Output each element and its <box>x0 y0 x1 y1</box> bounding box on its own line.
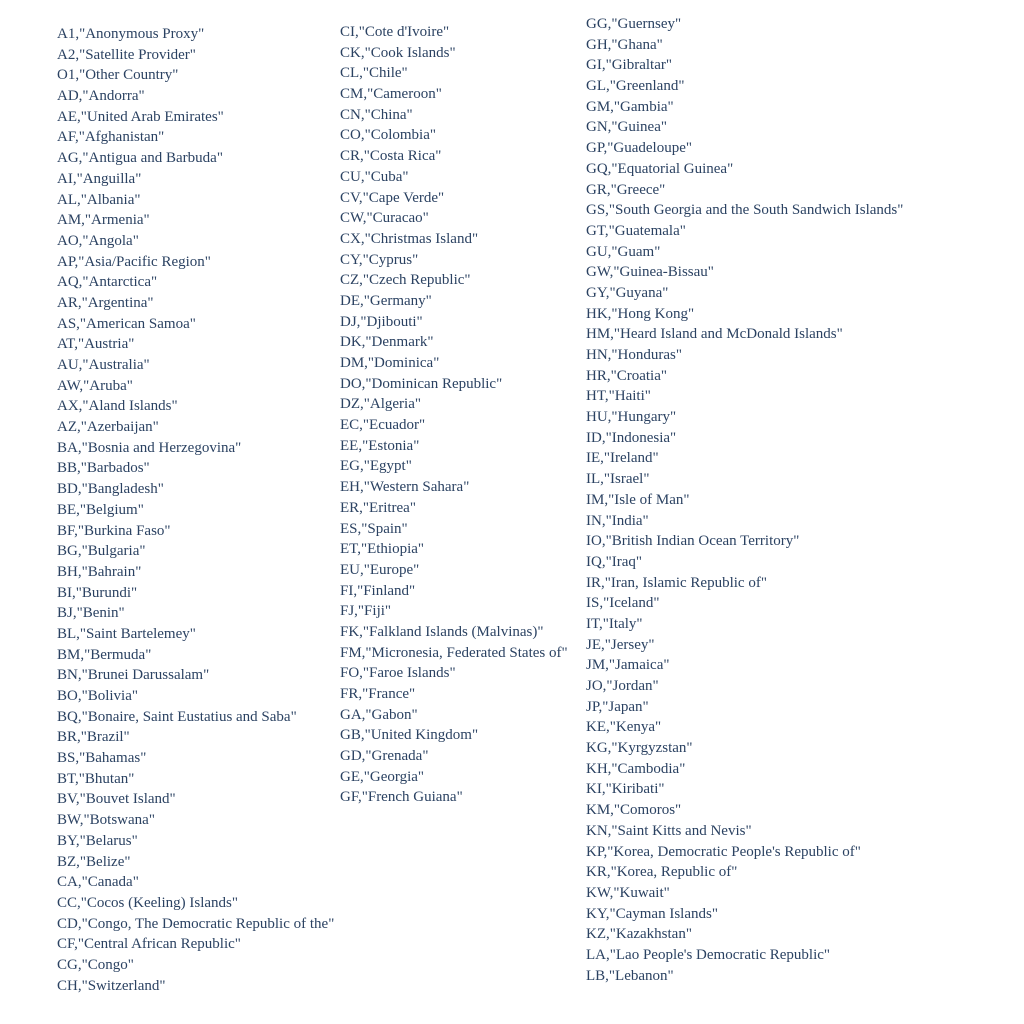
csv-line: CV,"Cape Verde" <box>340 189 445 206</box>
csv-line: EG,"Egypt" <box>340 458 412 475</box>
csv-line: KZ,"Kazakhstan" <box>586 926 692 943</box>
csv-line: IS,"Iceland" <box>586 595 660 612</box>
csv-line: KE,"Kenya" <box>586 719 662 736</box>
csv-line: DM,"Dominica" <box>340 355 440 371</box>
csv-line: BT,"Bhutan" <box>57 770 135 787</box>
csv-line: BI,"Burundi" <box>57 584 138 601</box>
csv-line: BY,"Belarus" <box>57 832 138 849</box>
csv-line: CR,"Costa Rica" <box>340 148 442 165</box>
csv-line: KG,"Kyrgyzstan" <box>586 740 693 757</box>
csv-line: IM,"Isle of Man" <box>586 491 690 508</box>
csv-line: AO,"Angola" <box>57 232 139 249</box>
csv-line: KP,"Korea, Democratic People's Republic of" <box>586 843 861 860</box>
csv-line: BW,"Botswana" <box>57 812 155 829</box>
csv-line: HN,"Honduras" <box>586 347 682 363</box>
csv-line: CO,"Colombia" <box>340 127 436 144</box>
csv-line: ET,"Ethiopia" <box>340 541 425 558</box>
csv-line: GI,"Gibraltar" <box>586 57 672 74</box>
csv-line: FJ,"Fiji" <box>340 603 392 620</box>
csv-line: BO,"Bolivia" <box>57 688 138 704</box>
csv-line: ES,"Spain" <box>340 520 408 537</box>
csv-line: CZ,"Czech Republic" <box>340 272 471 289</box>
csv-line: FM,"Micronesia, Federated States of" <box>340 644 568 661</box>
csv-line: CU,"Cuba" <box>340 168 409 185</box>
csv-line: IO,"British Indian Ocean Territory" <box>586 533 800 550</box>
csv-line: AR,"Argentina" <box>57 294 154 311</box>
csv-line: HK,"Hong Kong" <box>586 305 695 322</box>
csv-line: GU,"Guam" <box>586 243 661 260</box>
csv-line: BD,"Bangladesh" <box>57 481 164 498</box>
csv-line: HU,"Hungary" <box>586 409 677 426</box>
csv-line: BL,"Saint Bartelemey" <box>57 625 196 642</box>
csv-line: CG,"Congo" <box>57 956 134 973</box>
csv-line: KY,"Cayman Islands" <box>586 905 718 922</box>
csv-line: JE,"Jersey" <box>586 636 655 653</box>
csv-line: KR,"Korea, Republic of" <box>586 864 738 881</box>
csv-line: O1,"Other Country" <box>57 67 179 84</box>
csv-line: AS,"American Samoa" <box>57 315 196 332</box>
csv-line: IR,"Iran, Islamic Republic of" <box>586 574 767 591</box>
csv-line: KM,"Comoros" <box>586 802 682 819</box>
csv-line: GG,"Guernsey" <box>586 16 682 32</box>
csv-line: CM,"Cameroon" <box>340 86 442 103</box>
csv-line: GE,"Georgia" <box>340 768 425 785</box>
csv-line: CD,"Congo, The Democratic Republic of the" <box>57 915 335 932</box>
csv-line: BA,"Bosnia and Herzegovina" <box>57 439 242 456</box>
csv-line: BG,"Bulgaria" <box>57 543 146 560</box>
csv-line: AX,"Aland Islands" <box>57 398 178 415</box>
csv-line: IN,"India" <box>586 512 649 529</box>
csv-line: CC,"Cocos (Keeling) Islands" <box>57 894 238 911</box>
csv-line: AD,"Andorra" <box>57 88 145 105</box>
csv-line: GD,"Grenada" <box>340 748 429 765</box>
csv-line: CY,"Cyprus" <box>340 251 419 268</box>
csv-line: IQ,"Iraq" <box>586 553 642 570</box>
csv-line: CH,"Switzerland" <box>57 977 166 994</box>
csv-line: KH,"Cambodia" <box>586 760 686 777</box>
csv-line: DE,"Germany" <box>340 292 432 309</box>
csv-line: LB,"Lebanon" <box>586 967 674 984</box>
csv-line: CA,"Canada" <box>57 874 139 891</box>
csv-line: BJ,"Benin" <box>57 605 125 622</box>
csv-line: AL,"Albania" <box>57 191 141 208</box>
csv-line: AE,"United Arab Emirates" <box>57 108 224 125</box>
csv-line: IT,"Italy" <box>586 615 643 632</box>
csv-line: AM,"Armenia" <box>57 212 150 229</box>
csv-line: CL,"Chile" <box>340 65 408 82</box>
csv-line: FR,"France" <box>340 686 416 702</box>
csv-line: JO,"Jordan" <box>586 678 659 694</box>
csv-line: BN,"Brunei Darussalam" <box>57 667 210 684</box>
csv-line: BQ,"Bonaire, Saint Eustatius and Saba" <box>57 708 297 725</box>
csv-line: IE,"Ireland" <box>586 450 659 467</box>
csv-line: AZ,"Azerbaijan" <box>57 419 159 436</box>
csv-line: EE,"Estonia" <box>340 437 420 454</box>
csv-line: GL,"Greenland" <box>586 78 685 95</box>
csv-line: CK,"Cook Islands" <box>340 44 456 61</box>
csv-line: GM,"Gambia" <box>586 98 674 115</box>
csv-line: GN,"Guinea" <box>586 119 667 136</box>
csv-line: AU,"Australia" <box>57 357 150 373</box>
csv-line: ER,"Eritrea" <box>340 499 416 516</box>
csv-line: HR,"Croatia" <box>586 367 667 384</box>
csv-line: HM,"Heard Island and McDonald Islands" <box>586 326 843 343</box>
csv-line: FK,"Falkland Islands (Malvinas)" <box>340 623 544 640</box>
csv-line: LA,"Lao People's Democratic Republic" <box>586 946 831 963</box>
csv-line: BV,"Bouvet Island" <box>57 791 176 808</box>
csv-line: GB,"United Kingdom" <box>340 727 479 744</box>
csv-line: AI,"Anguilla" <box>57 170 142 187</box>
csv-line: IL,"Israel" <box>586 471 650 488</box>
csv-line: AF,"Afghanistan" <box>57 129 165 146</box>
csv-line: FO,"Faroe Islands" <box>340 665 456 682</box>
csv-line: BB,"Barbados" <box>57 460 150 477</box>
csv-line: CI,"Cote d'Ivoire" <box>340 24 450 40</box>
csv-line: BZ,"Belize" <box>57 853 131 870</box>
csv-column-3 <box>586 14 903 986</box>
csv-line: ID,"Indonesia" <box>586 429 677 446</box>
csv-line: BM,"Bermuda" <box>57 646 152 663</box>
csv-line: GR,"Greece" <box>586 181 666 198</box>
csv-line: A1,"Anonymous Proxy" <box>57 26 205 42</box>
csv-line: DO,"Dominican Republic" <box>340 375 503 392</box>
csv-line: CX,"Christmas Island" <box>340 230 479 247</box>
csv-line: GS,"South Georgia and the South Sandwich Islands" <box>586 202 904 219</box>
csv-line: AW,"Aruba" <box>57 377 133 394</box>
csv-line: BE,"Belgium" <box>57 501 144 518</box>
csv-line: GP,"Guadeloupe" <box>586 140 692 157</box>
csv-line: KW,"Kuwait" <box>586 884 670 901</box>
csv-column-1 <box>57 24 334 996</box>
csv-line: CN,"China" <box>340 106 413 123</box>
csv-line: BS,"Bahamas" <box>57 750 147 767</box>
csv-line: BR,"Brazil" <box>57 729 130 746</box>
csv-line: GT,"Guatemala" <box>586 222 686 239</box>
csv-line: GA,"Gabon" <box>340 706 418 723</box>
csv-line: DZ,"Algeria" <box>340 396 421 413</box>
csv-line: BH,"Bahrain" <box>57 563 142 580</box>
csv-line: KI,"Kiribati" <box>586 781 665 798</box>
csv-line: CW,"Curacao" <box>340 210 429 227</box>
csv-line: CF,"Central African Republic" <box>57 936 241 953</box>
csv-line: GW,"Guinea-Bissau" <box>586 264 714 281</box>
csv-line: GH,"Ghana" <box>586 36 663 53</box>
csv-line: BF,"Burkina Faso" <box>57 522 171 539</box>
csv-line: EU,"Europe" <box>340 561 420 578</box>
csv-line: GQ,"Equatorial Guinea" <box>586 160 734 177</box>
csv-line: AT,"Austria" <box>57 336 135 353</box>
csv-line: JM,"Jamaica" <box>586 657 670 674</box>
csv-line: FI,"Finland" <box>340 582 416 599</box>
csv-line: DK,"Denmark" <box>340 334 434 351</box>
csv-line: DJ,"Djibouti" <box>340 313 423 330</box>
csv-line: AG,"Antigua and Barbuda" <box>57 150 223 167</box>
csv-line: AQ,"Antarctica" <box>57 274 158 291</box>
csv-line: GY,"Guyana" <box>586 284 669 301</box>
csv-line: HT,"Haiti" <box>586 388 651 405</box>
csv-line: EH,"Western Sahara" <box>340 479 470 496</box>
csv-line: GF,"French Guiana" <box>340 789 463 806</box>
csv-line: EC,"Ecuador" <box>340 417 426 434</box>
csv-line: KN,"Saint Kitts and Nevis" <box>586 822 752 839</box>
csv-line: A2,"Satellite Provider" <box>57 46 196 63</box>
csv-line: JP,"Japan" <box>586 698 649 715</box>
csv-column-2 <box>340 22 568 808</box>
csv-line: AP,"Asia/Pacific Region" <box>57 253 211 270</box>
